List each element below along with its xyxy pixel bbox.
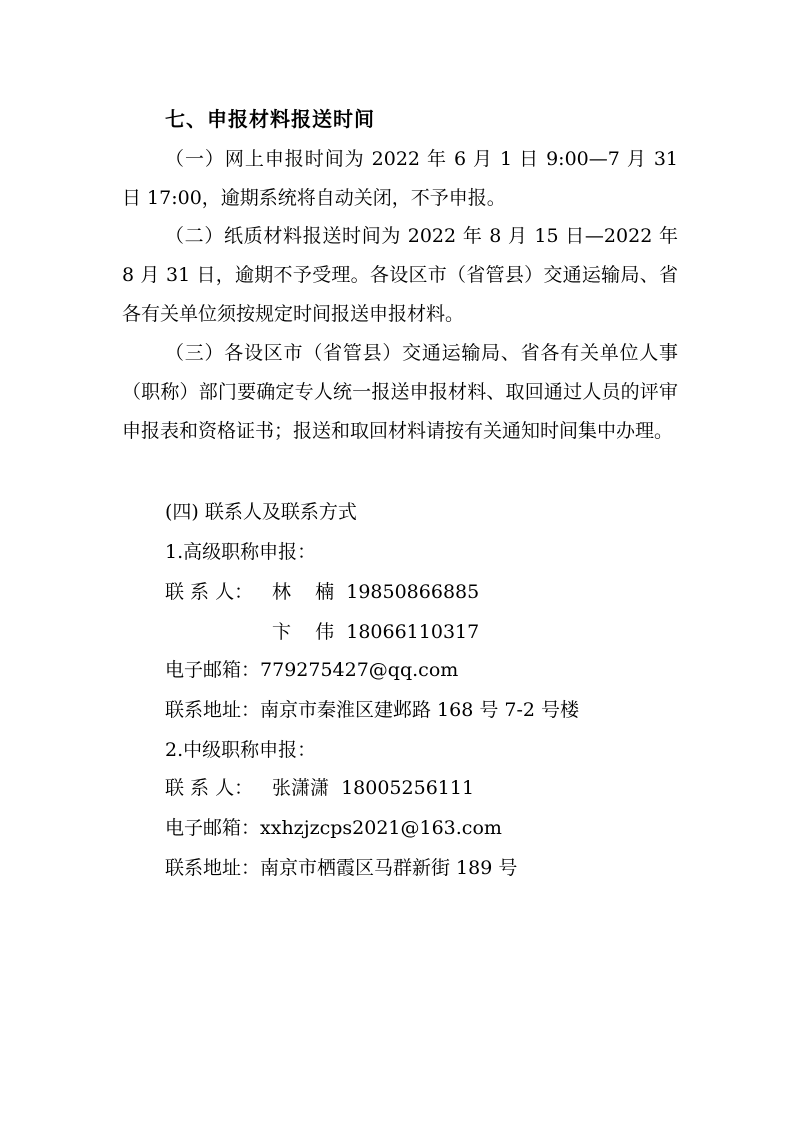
middle-email-line — [165, 813, 502, 843]
senior-address: 南京市秦淮区建邺路 168 号 7-2 号楼 — [260, 699, 580, 721]
senior-email-line — [165, 655, 458, 685]
senior-email: 779275427@qq.com — [260, 659, 459, 681]
senior-contact-2: 卞 伟 18066110317 — [272, 621, 480, 643]
senior-contact-line-1 — [165, 577, 479, 607]
senior-address-line — [165, 695, 579, 725]
middle-contact-1: 张潇潇 18005256111 — [272, 777, 475, 799]
paragraph-paper-submission: （二）纸质材料报送时间为 2022 年 8 月 15 日—2022 年 8 月 31 日，逾期不予受理。各设区市（省管县）交通运输局、省各有关单位须按规定时间报送申报材料。 — [122, 225, 678, 325]
senior-title: 1.高级职称申报： — [165, 541, 317, 563]
middle-contact-line — [165, 773, 474, 803]
senior-contact-label: 联 系 人： — [165, 581, 254, 603]
senior-contact-line-2 — [165, 617, 479, 647]
middle-address-line — [165, 853, 517, 883]
senior-address-label: 联系地址： — [165, 699, 261, 721]
middle-contact-label: 联 系 人： — [165, 777, 254, 799]
middle-email-label: 电子邮箱： — [165, 817, 261, 839]
middle-address-label: 联系地址： — [165, 857, 261, 879]
senior-email-label: 电子邮箱： — [165, 659, 261, 681]
contact-section-title: (四) 联系人及联系方式 — [165, 501, 357, 523]
section-heading: 七、申报材料报送时间 — [165, 107, 375, 131]
senior-contact-1: 林 楠 19850866885 — [272, 581, 480, 603]
paragraph-online-submission: （一）网上申报时间为 2022 年 6 月 1 日 9:00—7 月 31 日 17:00，逾期系统将自动关闭，不予申报。 — [122, 148, 678, 209]
middle-title: 2.中级职称申报： — [165, 739, 317, 761]
middle-email: xxhzjzcps2021@163.com — [260, 817, 502, 839]
paragraph-hr-department: （三）各设区市（省管县）交通运输局、省各有关单位人事（职称）部门要确定专人统一报送申报材料、取回通过人员的评审申报表和资格证书；报送和取回材料请按有关通知时间集中办理。 — [122, 342, 678, 442]
middle-address: 南京市栖霞区马群新街 189 号 — [260, 857, 518, 879]
